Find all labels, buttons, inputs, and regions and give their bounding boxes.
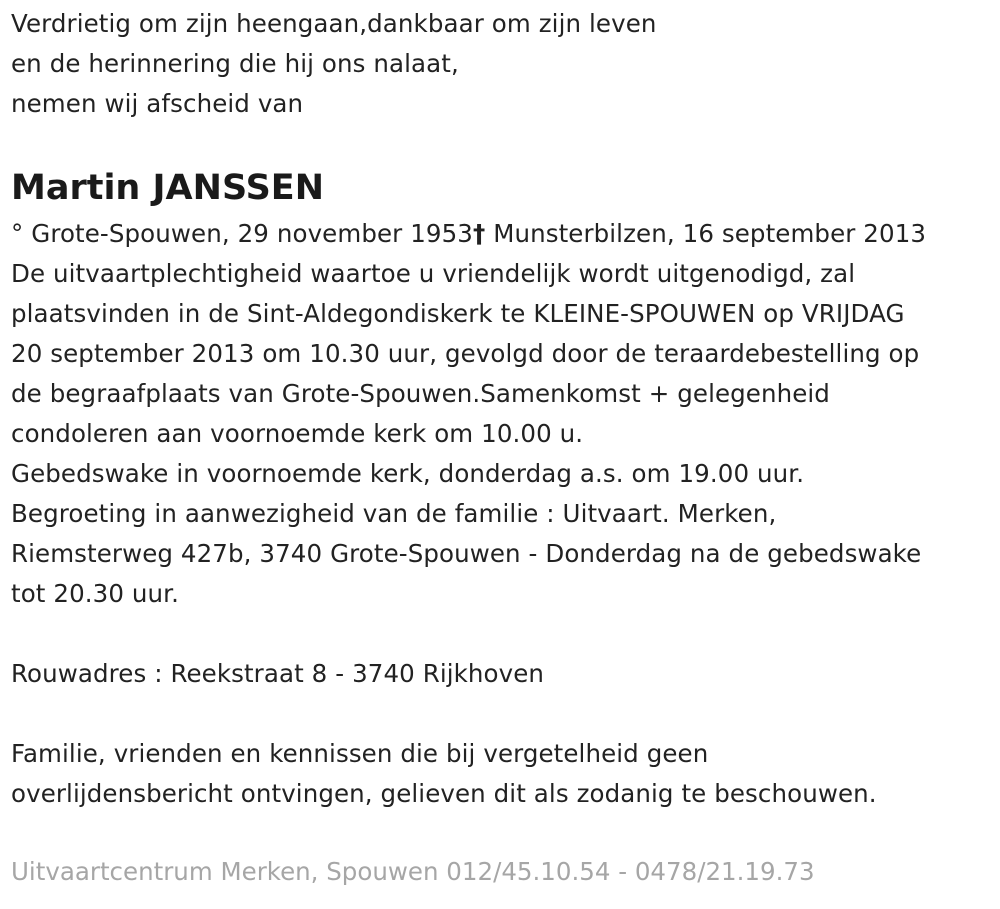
ceremony-line: condoleren aan voornoemde kerk om 10.00 u. [11, 419, 584, 448]
ceremony-line: Riemsterweg 427b, 3740 Grote-Spouwen - Donderdag na de gebedswake [11, 539, 922, 568]
cross-icon: † [472, 219, 486, 248]
ceremony-line: Begroeting in aanwezigheid van de familie : Uitvaart. Merken, [11, 499, 777, 528]
notice-line: Familie, vrienden en kennissen die bij vergetelheid geen [11, 739, 709, 768]
ceremony-line: tot 20.30 uur. [11, 579, 179, 608]
ceremony-line: 20 september 2013 om 10.30 uur, gevolgd door de teraardebestelling op [11, 339, 920, 368]
intro-line: en de herinnering die hij ons nalaat, [11, 49, 459, 78]
ceremony-line: plaatsvinden in de Sint-Aldegondiskerk te KLEINE-SPOUWEN op VRIJDAG [11, 299, 905, 328]
ceremony-line: de begraafplaats van Grote-Spouwen.Samenkomst + gelegenheid [11, 379, 830, 408]
life-dates [11, 214, 991, 254]
notice-text [11, 734, 991, 814]
ceremony-line: De uitvaartplechtigheid waartoe u vriendelijk wordt uitgenodigd, zal [11, 259, 856, 288]
ceremony-text [11, 254, 991, 614]
deceased-name: Martin JANSSEN [11, 168, 324, 208]
intro-line: nemen wij afscheid van [11, 89, 304, 118]
spacer [11, 694, 991, 734]
intro-line: Verdrietig om zijn heengaan,dankbaar om zijn leven [11, 9, 657, 38]
mourning-address: Rouwadres : Reekstraat 8 - 3740 Rijkhoven [11, 659, 545, 688]
obituary-notice [11, 4, 991, 814]
ceremony-line: Gebedswake in voornoemde kerk, donderdag a.s. om 19.00 uur. [11, 459, 805, 488]
death-info: Munsterbilzen, 16 september 2013 [485, 219, 927, 248]
birth-info: ° Grote-Spouwen, 29 november 1953 [11, 219, 473, 248]
intro-text [11, 4, 991, 124]
spacer [11, 614, 991, 654]
funeral-home-contact: Uitvaartcentrum Merken, Spouwen 012/45.10.54 - 0478/21.19.73 [11, 857, 815, 886]
notice-line: overlijdensbericht ontvingen, gelieven dit als zodanig te beschouwen. [11, 779, 877, 808]
